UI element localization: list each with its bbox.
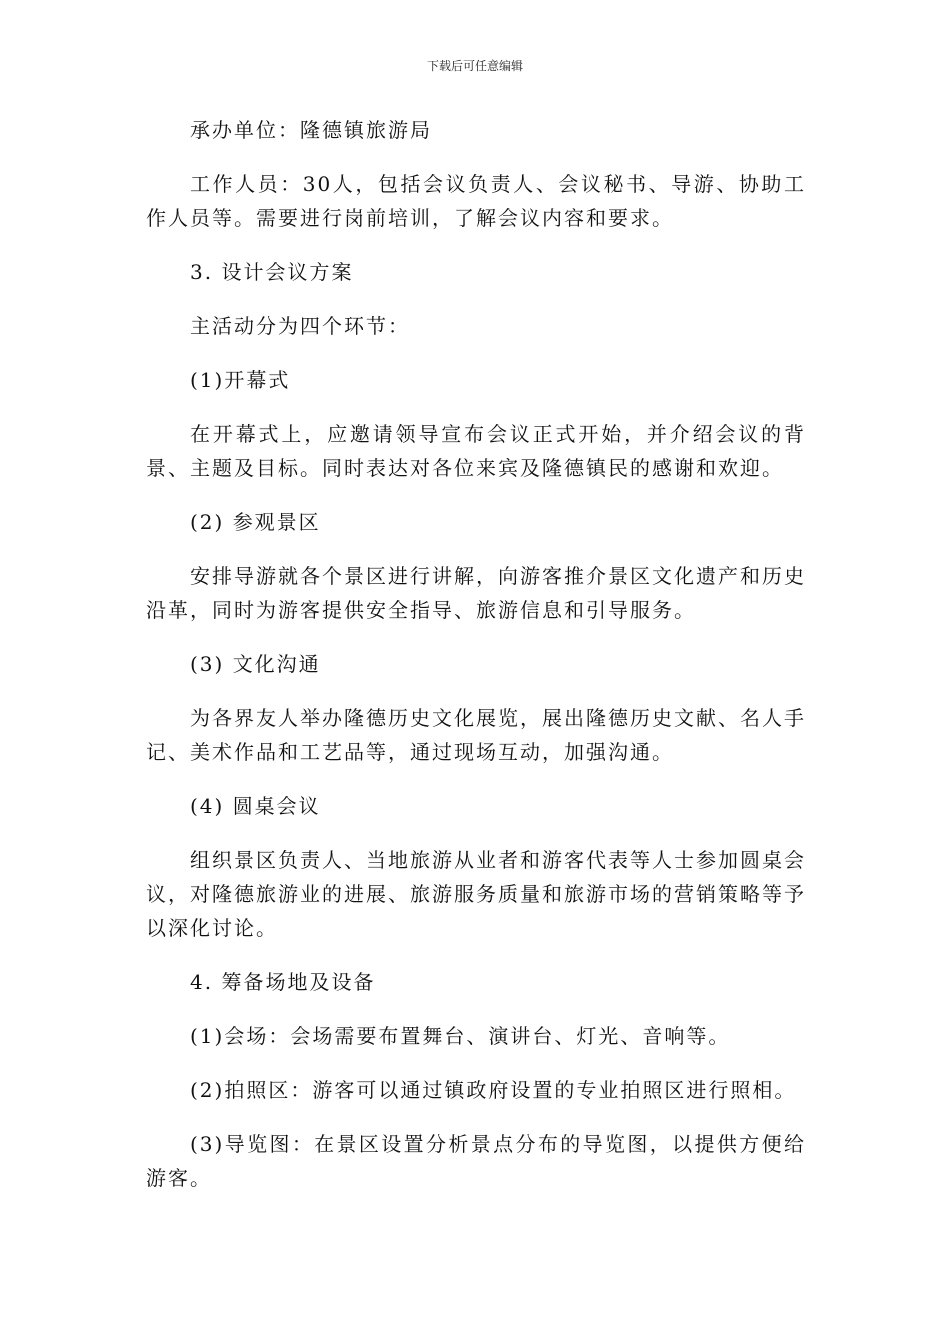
subheading-visit: (2) 参观景区 (190, 510, 321, 534)
subheading-opening: (1)开幕式 (190, 368, 291, 392)
page-header-note: 下载后可任意编辑 (426, 59, 523, 73)
paragraph-roundtable: 组织景区负责人、当地旅游从业者和游客代表等人士参加圆桌会议，对隆德旅游业的进展、旅游服务质量和旅游市场的营销策略等予以深化讨论。 (146, 848, 806, 940)
paragraph-staff: 工作人员：30人，包括会议负责人、会议秘书、导游、协助工作人员等。需要进行岗前培训，了解会议内容和要求。 (146, 172, 806, 230)
subheading-roundtable: (4) 圆桌会议 (190, 794, 321, 818)
paragraph-culture: 为各界友人举办隆德历史文化展览，展出隆德历史文献、名人手记、美术作品和工艺品等，通过现场互动，加强沟通。 (146, 706, 806, 764)
paragraph-venue-photo: (2)拍照区：游客可以通过镇政府设置的专业拍照区进行照相。 (190, 1078, 797, 1102)
section-heading-venue: 4. 筹备场地及设备 (190, 970, 376, 994)
paragraph-opening: 在开幕式上，应邀请领导宣布会议正式开始，并介绍会议的背景、主题及目标。同时表达对各位来宾及隆德镇民的感谢和欢迎。 (146, 422, 806, 480)
paragraph-visit: 安排导游就各个景区进行讲解，向游客推介景区文化遗产和历史沿革，同时为游客提供安全指导、旅游信息和引导服务。 (146, 564, 806, 622)
section-heading-design-plan: 3. 设计会议方案 (190, 260, 354, 284)
paragraph-venue-map: (3)导览图：在景区设置分析景点分布的导览图，以提供方便给游客。 (146, 1132, 806, 1190)
document-body (146, 113, 806, 1215)
paragraph-main-activity: 主活动分为四个环节： (190, 314, 410, 338)
paragraph-organizer: 承办单位：隆德镇旅游局 (190, 118, 432, 142)
paragraph-venue-hall: (1)会场：会场需要布置舞台、演讲台、灯光、音响等。 (190, 1024, 731, 1048)
subheading-culture: (3) 文化沟通 (190, 652, 321, 676)
